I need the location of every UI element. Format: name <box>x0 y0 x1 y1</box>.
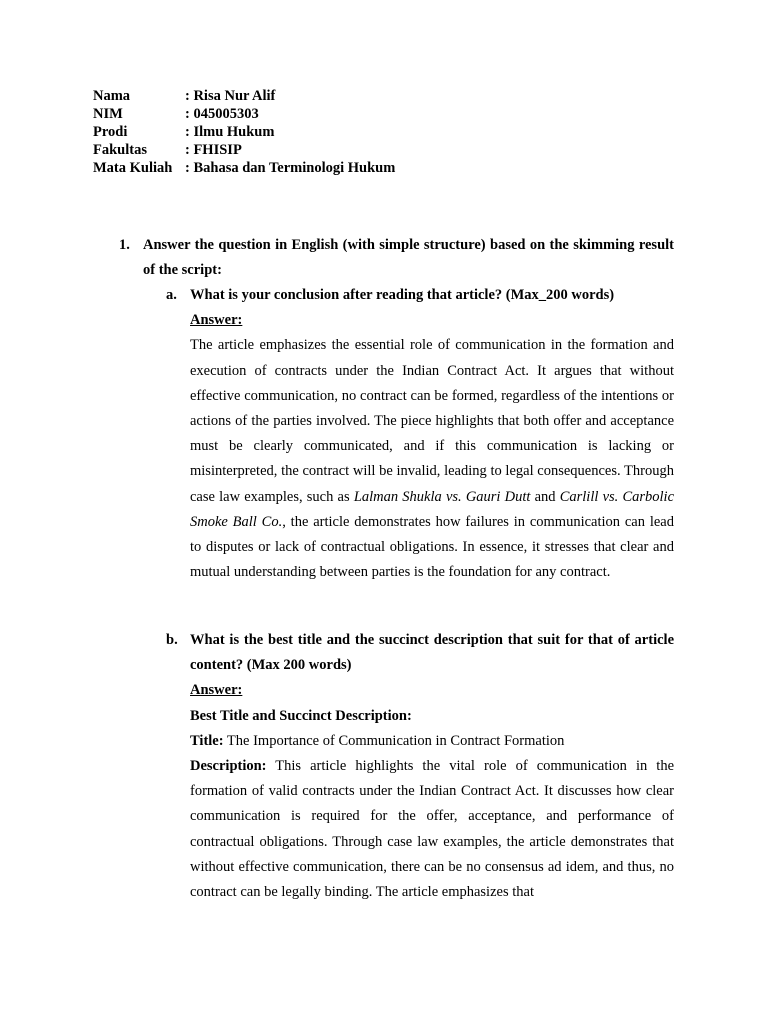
answer-heading: Best Title and Succinct Description: <box>190 707 412 724</box>
title-value: The Importance of Communication in Contract Formation <box>223 732 565 749</box>
description-label: Description: <box>190 758 267 775</box>
header-row-mata-kuliah <box>93 159 395 177</box>
sub-question-a <box>166 283 674 585</box>
title-label: Title: <box>190 732 224 749</box>
header-row-nim <box>93 105 395 123</box>
sub-question-body <box>190 628 674 905</box>
answer-text: and <box>530 488 560 505</box>
sub-question-body <box>190 283 674 585</box>
sub-question-text: What is the best title and the succinct description that suit for that of article content? (Max 200 words) <box>190 632 674 674</box>
answer-text: The article emphasizes the essential role of communication in the formation and execution of contracts under the Indian Contract Act. It argues that without effective communication, no contract can be formed, regardless of the intentions or actions of the parties involved. The piece highlights that both offer and acceptance must be clearly communicated, and if this communication is lacking or misinterpreted, the contract will be invalid, leading to legal consequences. Through case law examples, such as <box>190 337 674 505</box>
title-line <box>190 729 674 754</box>
header-row-prodi <box>93 123 395 141</box>
header-label: Nama <box>93 88 131 104</box>
sub-question-letter: a. <box>166 287 177 303</box>
header-label: Prodi <box>93 124 128 140</box>
header-label: NIM <box>93 106 123 122</box>
header-value: : FHISIP <box>185 142 242 158</box>
student-info-header <box>93 87 395 177</box>
header-label: Fakultas <box>93 142 147 158</box>
header-row-fakultas <box>93 141 395 159</box>
answer-text: , the article demonstrates how failures in communication can lead to disputes or lack of contractual obligations. In essence, it stresses that clear and mutual understanding between parties is the foundation for any contract. <box>190 513 674 581</box>
sub-question-b <box>166 628 674 905</box>
answer-label: Answer: <box>190 312 243 329</box>
question-number: 1. <box>119 237 130 253</box>
case-citation: Lalman Shukla vs. Gauri Dutt <box>353 488 531 505</box>
answer-paragraph <box>190 333 674 585</box>
header-value: : Bahasa dan Terminologi Hukum <box>185 160 396 176</box>
sub-question-text: What is your conclusion after reading that article? (Max_200 words) <box>190 287 615 303</box>
header-value: : Risa Nur Alif <box>185 88 276 104</box>
question-1 <box>119 233 674 283</box>
header-value: : 045005303 <box>185 106 259 122</box>
header-value: : Ilmu Hukum <box>185 124 275 140</box>
sub-question-letter: b. <box>166 632 178 648</box>
description-value: This article highlights the vital role of communication in the formation of valid contracts under the Indian Contract Act. It discusses how clear communication is required for the offer, acceptance, and performance of contractual obligations. Through case law examples, the article demonstrates that without effective communication, there can be no consensus ad idem, and thus, no contract can be legally binding. The article emphasizes that <box>190 758 674 901</box>
description-paragraph <box>190 754 674 905</box>
header-row-nama <box>93 87 395 105</box>
header-label: Mata Kuliah <box>93 160 173 176</box>
answer-label: Answer: <box>190 682 243 699</box>
question-text: Answer the question in English (with simple structure) based on the skimming result of the script: <box>143 237 674 279</box>
case-citation: Carlill vs. Carbolic Smoke Ball Co. <box>190 488 675 530</box>
